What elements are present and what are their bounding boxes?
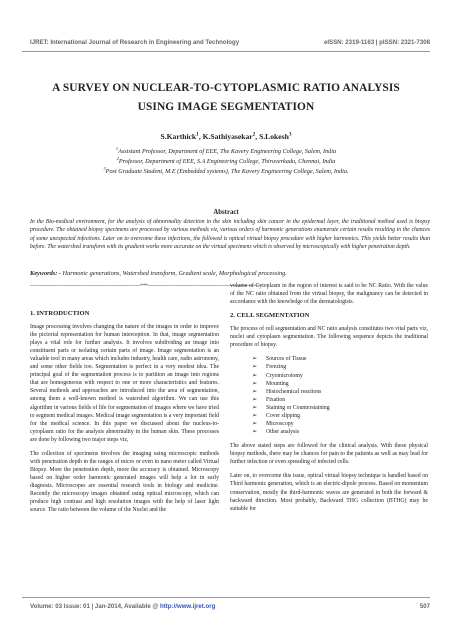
arrow-bullet-icon: ➢	[252, 411, 258, 419]
procedure-list	[230, 355, 428, 436]
left-column	[30, 310, 219, 520]
volume-info: Volume: 03 Issue: 01 | Jan-2014, Available @ http://www.ijret.org	[30, 603, 216, 610]
affiliation: $^1$Assistant Professor, Department of EEE, The Kavery Engineering College, Salem, India	[115, 145, 337, 155]
journal-name: IJRET: International Journal of Research in Engineering and Technology	[30, 39, 240, 46]
page-number: 507	[419, 603, 430, 610]
paragraph: The above stated steps are followed for the clinical analysis. With these physical biopsy methods, there may be chances for pain to the patients as well as may lead for further infection or even spreading of infected cells.	[230, 443, 428, 466]
author-separator: ,	[198, 132, 203, 141]
list-item: ➢ Cover slipping	[252, 411, 301, 419]
footer-rule	[22, 597, 430, 598]
affiliation: $^2$Professor, Department of EEE, S.A Engineering College, Thiruverkadu, Chennai, India	[116, 155, 336, 165]
list-item: ➢ Microscopy	[252, 420, 294, 428]
author-name: S.Lokesh	[259, 132, 289, 141]
keywords-label: Keywords: -	[30, 270, 61, 277]
abstract-text: In the Bio-medical environment, for the analysis of abnormality detection in the skin including skin cancer in the epidermal layer, the traditional method used is biopsy procedure. The obtained biopsy specimens are processed by various methods viz, various orders of harmonic generations enumerate certain results resulting in the chances of some unexpected infections. Later on to overcome these infections, the followed is optical virtual biopsy procedure with higher harmonics. This yields better results than before. The watershed transform with its gradient works more accurate on the virtual specimens which is observed by microscopically with higher penetration depth.	[30, 219, 430, 250]
list-item: ➢ Mounting	[252, 379, 289, 387]
paragraph: The process of cell segmentation and NC ratio analysis constitutes two vital parts viz, nuclei and cytoplasm segmentation. The following sequence depicts the traditional procedure of biopsy.	[230, 326, 428, 349]
list-item: ➢ Staining or Counterstaining	[252, 403, 330, 411]
paper-title-line2: USING IMAGE SEGMENTATION	[137, 101, 315, 113]
author-list	[0, 132, 452, 141]
author-index: 2	[252, 131, 256, 138]
header-rule	[22, 51, 430, 52]
issn: eISSN: 2319-1163 | pISSN: 2321-7308	[323, 39, 430, 46]
arrow-bullet-icon: ➢	[252, 403, 258, 411]
arrow-bullet-icon: ➢	[252, 395, 258, 403]
section-heading: 2. CELL SEGMENTATION	[230, 312, 310, 320]
arrow-bullet-icon: ➢	[252, 371, 258, 379]
paper-title-line1: A SURVEY ON NUCLEAR-TO-CYTOPLASMIC RATIO ANALYSIS	[52, 82, 400, 94]
journal-url-link[interactable]: http://www.ijret.org	[160, 603, 216, 610]
author-name: S.Karthick	[160, 132, 197, 141]
arrow-bullet-icon: ➢	[252, 355, 258, 363]
paragraph: The collection of specimens involves the imaging using microscopic methods with penetration depth in the ranges of micro or even in nano meter called Virtual Biopsy. More the penetration depth, more the accuracy is obtained. Microscopy based on higher order harmonic generated images will help a lot in early diagnosis. Microscopes are essential research tools in biology and medicine. Recently the microscopy images obtained using optical microscopy, which can produce high contrast and high resolution images with the help of laser light source. The ratio between the volume of the Nuclei and the	[30, 450, 219, 514]
abstract-heading: Abstract	[213, 209, 239, 216]
author-name: K.Sathiyasekar	[202, 132, 253, 141]
paragraph: Later on, to overcome this issue, optical virtual biopsy technique is handled based on Third harmonic generation, which is an electric-dipole process. Based on momentum conservation, mostly the third-harmonic waves are generated in both the forward & backward direction. Most probably, Backward THG collection (BTHG) may be suitable for	[230, 473, 428, 512]
author-index: 3	[288, 131, 292, 138]
list-item: ➢ Freezing	[252, 363, 287, 371]
author-separator: ,	[255, 132, 260, 141]
arrow-bullet-icon: ➢	[252, 428, 258, 436]
keywords	[30, 270, 430, 277]
list-item: ➢ Fixation	[252, 395, 286, 403]
keywords-list: Harmonic generations, Watershed transform, Gradient scale, Morphological processing.	[60, 270, 287, 277]
section-separator: ------------------------------------------------------------------------***--------------------------------------------------------------------------	[30, 283, 261, 289]
section-heading: 1. INTRODUCTION	[30, 310, 90, 317]
list-item: ➢ Sources of Tissue	[252, 355, 307, 363]
list-item: ➢ Histochemical reactions	[252, 387, 322, 395]
author-index: 1	[196, 131, 199, 138]
right-column	[230, 282, 428, 519]
list-item: ➢ Other analysis	[252, 428, 300, 436]
paragraph: volume of Cytoplasm in the region of interest is said to be NC Ratio. With the value of the NC ratio obtained from the virtual biopsy, the malignancy can be detected in accordance with the knowledge of the dermatologists.	[230, 283, 428, 306]
list-item: ➢ Cryomicrotomy	[252, 371, 303, 379]
arrow-bullet-icon: ➢	[252, 387, 258, 395]
paragraph: Image processing involves changing the nature of the images in order to improve the pictorial representation for human interception. In that, image segmentation plays a vital role for further analysis. It involves subdividing an image into constituent parts or isolating certain parts of image. Image segmentation is an valuable tool in many areas which includes industry, health care, radio astronomy, and some other fields too. Segmentation is perfect in a very modest idea. The principal goal of the segmentation process is to partition an image into regions that are homogeneous with respect to one or more characteristics and features. Several methods and approaches are introduced into the area of segmentation, among them a well-known method is watershed algorithm. We can use this algorithm in various fields of life for segmentation of images where we have tried to segment medical images. Medical image segmentation is a very important field for the medical science. In this paper we discussed about the nucleus-to-cytoplasm ratio for the analysis abnormality in the human skin. These processes are done by following two major steps viz,	[30, 324, 219, 443]
affiliation: $^3$Post Graduate Student, M.E (Embedded systems), The Kavery Engineering College, Salem, India.	[103, 165, 349, 175]
arrow-bullet-icon: ➢	[252, 363, 258, 371]
arrow-bullet-icon: ➢	[252, 379, 258, 387]
arrow-bullet-icon: ➢	[252, 420, 258, 428]
